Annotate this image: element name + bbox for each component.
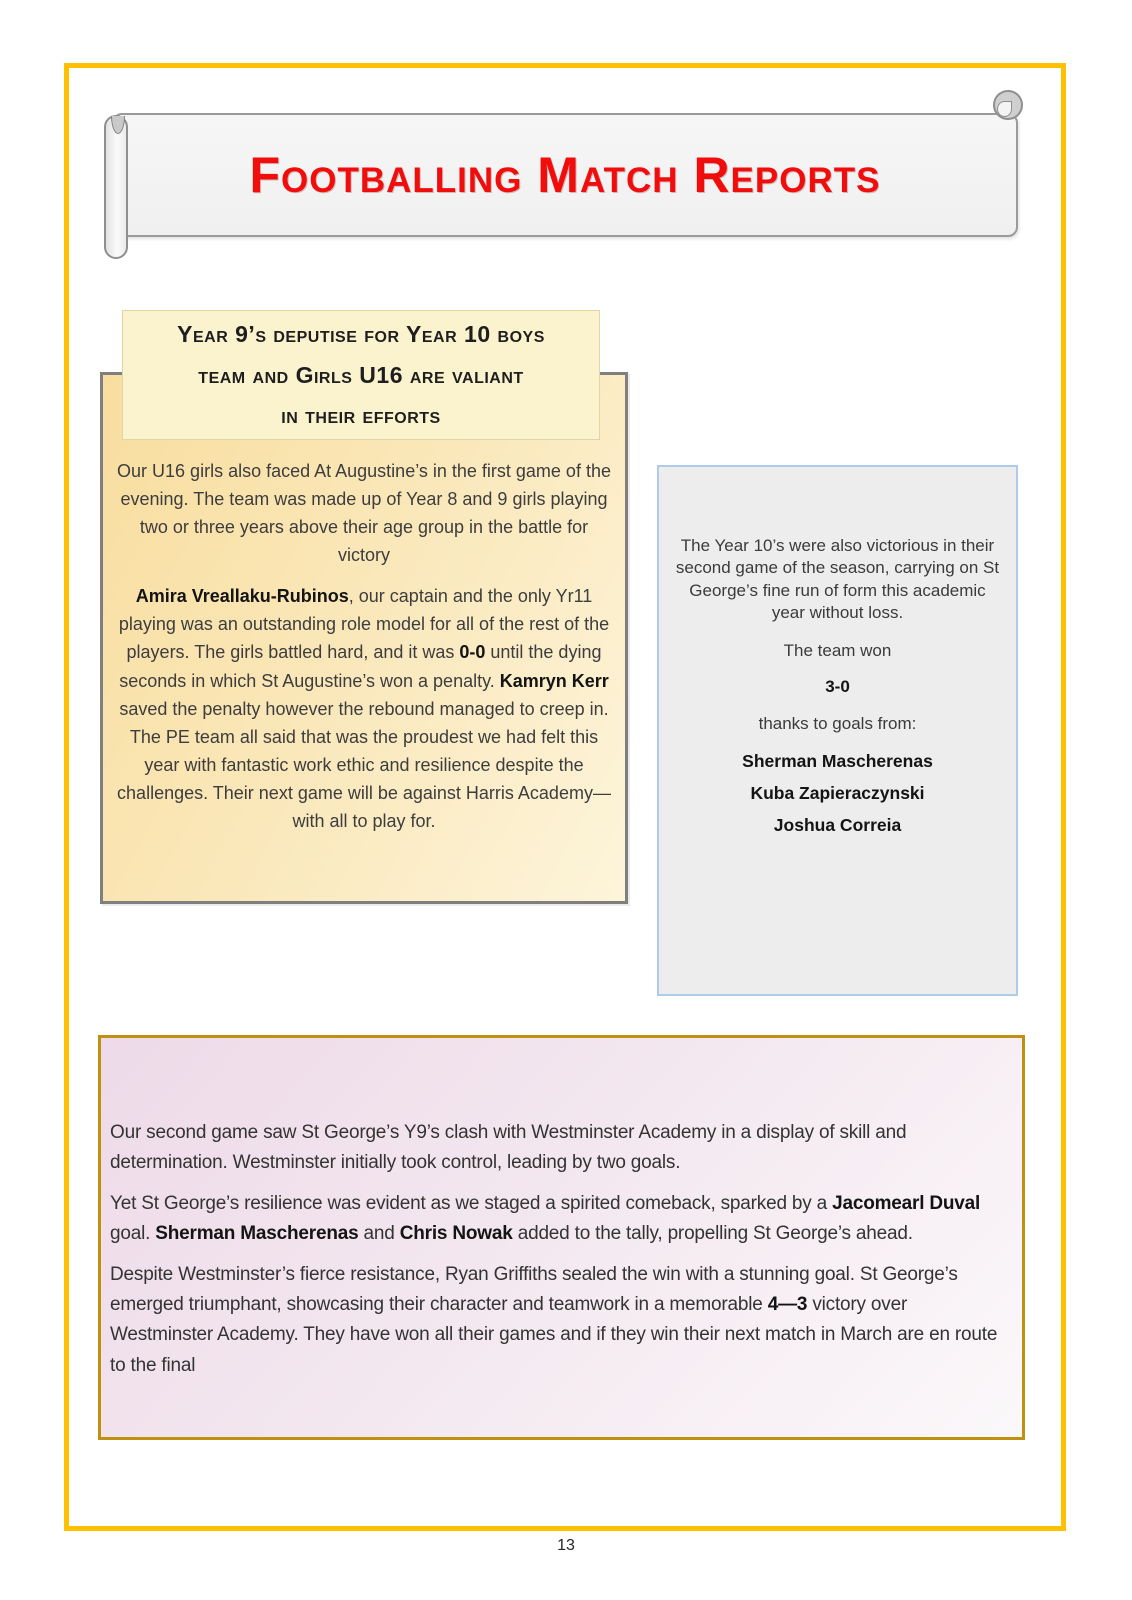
year10-thanks-label: thanks to goals from:	[758, 713, 917, 733]
page-title: Footballing Match Reports	[249, 147, 881, 203]
year9-report-paragraph: Yet St George’s resilience was evident as we staged a spirited comeback, sparked by a Jacomearl Duval goal. Sherman Mascherenas and Chris Nowak added to the tally, propelling St George’s ahead.	[110, 1192, 981, 1245]
girls-article-paragraph: Our U16 girls also faced At Augustine’s in the first game of the evening. The team was made up of Year 8 and 9 girls playing two or three years above their age group in the battle for victory	[117, 461, 611, 566]
girls-article-paragraph: Amira Vreallaku-Rubinos, our captain and the only Yr11 playing was an outstanding role model for all of the rest of the players. The girls battled hard, and it was 0-0 until the dying seconds in which St Augustine’s won a penalty. Kamryn Kerr saved the penalty however the rebound managed to creep in. The PE team all said that was the proudest we had felt this year with fantastic work ethic and resilience despite the challenges. Their next game will be against Harris Academy—with all to play for.	[117, 586, 611, 831]
year9-report-box	[98, 1035, 1025, 1440]
year9-report-paragraph: Despite Westminster’s fierce resistance, Ryan Griffiths sealed the win with a stunning goal. St George’s emerged triumphant, showcasing their character and teamwork in a memorable 4—3 victory over Westminster Academy. They have won all their games and if they win their next match in March are en route to the final	[110, 1263, 998, 1376]
scorer-name: Sherman Mascherenas	[742, 751, 933, 772]
scorer-name: Joshua Correia	[773, 815, 902, 836]
year10-team-won-label: The team won	[783, 640, 892, 660]
year10-intro-text: The Year 10’s were also victorious in their second game of the season, carrying on St George’s fine run of form this academic year without loss.	[675, 536, 1000, 623]
scroll-right-curl-icon	[993, 90, 1023, 120]
year9-report-paragraph: Our second game saw St George’s Y9’s clash with Westminster Academy in a display of skill and determination. Westminster initially took control, leading by two goals.	[110, 1122, 907, 1174]
scroll-left-roll-icon	[104, 115, 128, 259]
girls-article-box	[100, 372, 628, 904]
girls-article-heading-line1: Year 9’s deputise for Year 10 boys	[177, 320, 545, 347]
girls-article-heading-line3: in their efforts	[281, 402, 441, 429]
page-number: 13	[557, 1537, 575, 1554]
header-scroll-banner	[112, 113, 1018, 237]
girls-article-heading-line2: team and Girls U16 are valiant	[198, 361, 524, 388]
scorer-name: Kuba Zapieraczynski	[750, 783, 925, 804]
girls-article-heading-box	[122, 310, 600, 440]
year10-score: 3-0	[825, 677, 850, 697]
year10-result-box	[657, 465, 1018, 996]
